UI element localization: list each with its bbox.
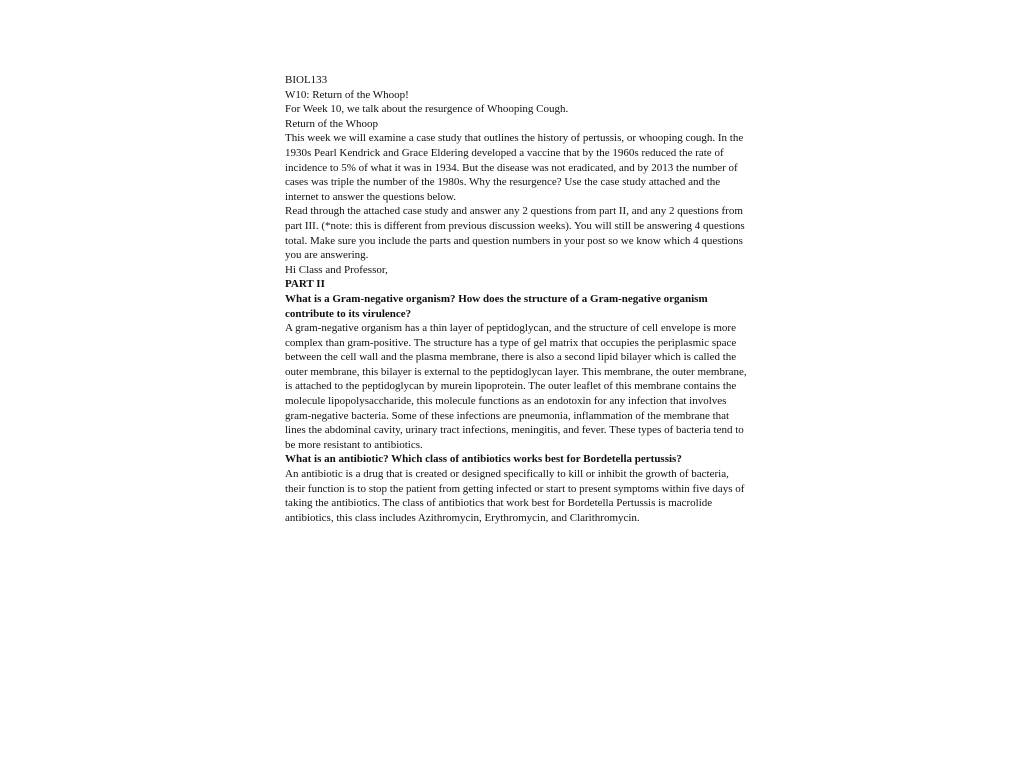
answer-1: A gram-negative organism has a thin layer of peptidoglycan, and the structure of cell envelope is more complex than gram-positive. The structure has a type of gel matrix that occupies the periplasmic space between the cell wall and the plasma membrane, there is also a second lipid bilayer which is called the outer membrane, this bilayer is external to the peptidoglycan layer. This membrane, the outer membrane, is attached to the peptidoglycan by murein lipoprotein. The outer leaflet of this membrane contains the molecule lipopolysaccharide, this molecule functions as an endotoxin for any infection that involves gram-negative bacteria. Some of these infections are pneumonia, inflammation of the membrane that lines the abdominal cavity, urinary tract infections, meningitis, and fever. These types of bacteria tend to be more resistant to antibiotics. (285, 322, 747, 451)
week-title: W10: Return of the Whoop! (285, 88, 409, 101)
document-page (285, 73, 747, 525)
intro-text: For Week 10, we talk about the resurgence of Whooping Cough. (285, 103, 569, 116)
question-1: What is a Gram-negative organism? How does the structure of a Gram-negative organism contribute to its virulence? (285, 292, 708, 320)
section-heading: Return of the Whoop (285, 117, 378, 130)
question-2: What is an antibiotic? Which class of antibiotics works best for Bordetella pertussis? (285, 453, 682, 466)
greeting: Hi Class and Professor, (285, 263, 388, 276)
course-code: BIOL133 (285, 74, 328, 86)
instructions-paragraph: Read through the attached case study and answer any 2 questions from part II, and any 2 questions from part III. (*note: this is different from previous discussion weeks). You will still be answering 4 questions total. Make sure you include the parts and question numbers in your post so we know which 4 questions you are answering. (285, 205, 745, 262)
case-study-paragraph: This week we will examine a case study that outlines the history of pertussis, or whooping cough. In the 1930s Pearl Kendrick and Grace Eldering developed a vaccine that by the 1960s reduced the rate of incidence to 5% of what it was in 1934. But the disease was not eradicated, and by 2013 the number of cases was triple the number of the 1980s. Why the resurgence? Use the case study attached and the internet to answer the questions below. (285, 132, 744, 203)
part-heading: PART II (285, 278, 325, 291)
answer-2: An antibiotic is a drug that is created or designed specifically to kill or inhibit the growth of bacteria, their function is to stop the patient from getting infected or start to present symptoms within five days of taking the antibiotics. The class of antibiotics that work best for Bordetella Pertussis is macrolide antibiotics, this class includes Azithromycin, Erythromycin, and Clarithromycin. (285, 468, 745, 524)
